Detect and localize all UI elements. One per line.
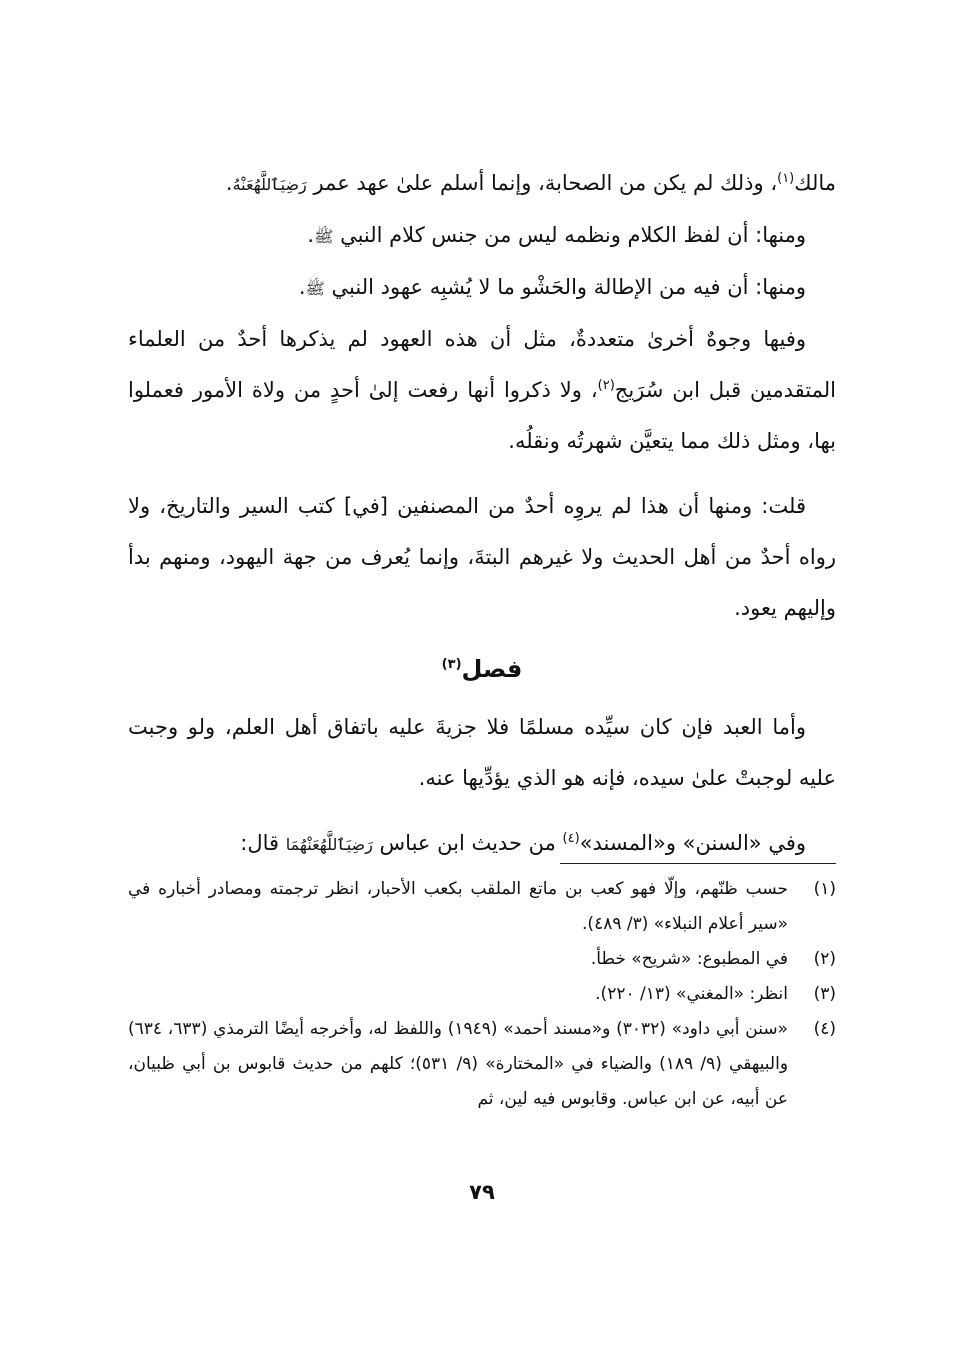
footnote-number: (٢)	[813, 949, 836, 969]
honorific: ﷺ	[314, 227, 334, 246]
paragraph-2	[128, 210, 836, 262]
spacer	[128, 804, 836, 818]
text: مالك	[794, 171, 836, 195]
text: .	[307, 223, 315, 247]
paragraph-6: وأما العبد فإن كان سيِّده مسلمًا فلا جزيةَ عليه باتفاق أهل العلم، ولو وجبت عليه لوجبتْ علىٰ سيده، فإنه هو الذي يؤدِّيها عنه.	[128, 715, 836, 790]
footnote-text: حسب ظنّهم، وإلّا فهو كعب بن ماتع الملقب بكعب الأحبار، انظر ترجمته ومصادر أخباره في «سير أعلام النبلاء» (٣/ ٤٨٩).	[128, 879, 788, 934]
honorific: رَضِيَٱللَّهُعَنْهُمَا	[285, 835, 373, 854]
footnotes	[128, 872, 836, 1117]
footnote-text: «سنن أبي داود» (٣٠٣٢) و«مسند أحمد» (١٩٤٩) واللفظ له، وأخرجه أيضًا الترمذي (٦٣٣، ٦٣٤) والبيهقي (٩/ ١٨٩) والضياء في «المختارة» (٩/ ٥٣١)؛ كلهم من حديث قابوس بن أبي ظبيان، عن أبيه، عن ابن عباس. وقابوس فيه لين، ثم	[128, 1019, 789, 1109]
footnote-3	[128, 977, 836, 1012]
paragraph-4	[128, 314, 836, 467]
text: .	[225, 171, 233, 195]
footnote-ref-4[interactable]: (٤)	[562, 831, 580, 846]
text: قال:	[240, 831, 286, 855]
footnote-1	[128, 872, 836, 942]
text: ، ولا ذكروا أنها رفعت إلىٰ أحدٍ من ولاة الأمور فعملوا بها، ومثل ذلك مما يتعيَّن شهرتُه ونقلُه.	[128, 378, 836, 453]
footnote-ref-1[interactable]: (١)	[777, 171, 795, 186]
honorific: ﷺ	[305, 279, 325, 298]
text: .	[298, 275, 306, 299]
honorific: رَضِيَٱللَّهُعَنْهُ	[232, 175, 307, 194]
footnote-2	[128, 942, 836, 977]
footnote-ref-2[interactable]: (٢)	[597, 378, 615, 393]
footnote-text: انظر: «المغني» (١٣/ ٢٢٠).	[595, 984, 788, 1004]
spacer	[128, 467, 836, 481]
text: وفيها وجوهٌ أخرىٰ متعددةٌ، مثل أن هذه العهود لم يذكرها أحدٌ من العلماء المتقدمين قبل ابن سُرَيج	[128, 327, 836, 402]
text: ومنها: أن لفظ الكلام ونظمه ليس من جنس كلام النبي	[340, 223, 806, 247]
paragraph-3	[128, 262, 836, 314]
footnote-text: في المطبوع: «شريح» خطأ.	[590, 949, 788, 969]
text: من حديث ابن عباس	[379, 831, 563, 855]
section-heading	[128, 640, 836, 698]
footnote-number: (١)	[813, 879, 836, 899]
footnote-ref-3[interactable]: (٣)	[441, 657, 462, 672]
heading-text: فصل	[461, 655, 523, 683]
paragraph-1	[128, 158, 836, 210]
paragraph-5: قلت: ومنها أن هذا لم يروِه أحدٌ من المصنفين [في] كتب السير والتاريخ، ولا رواه أحدٌ من أهل الحديث ولا غيرهم البتةَ، وإنما يُعرف من جهة اليهود، ومنهم بدأ وإليهم يعود.	[128, 494, 836, 620]
footnote-separator	[560, 863, 836, 864]
footnote-4	[128, 1012, 836, 1117]
main-text	[128, 158, 836, 870]
text: ، وذلك لم يكن من الصحابة، وإنما أسلم علىٰ عهد عمر	[313, 171, 778, 195]
footnote-number: (٤)	[813, 1019, 836, 1039]
page-number: ٧٩	[469, 1180, 495, 1204]
text: وفي «السنن» و«المسند»	[579, 831, 806, 855]
footnote-number: (٣)	[813, 984, 836, 1004]
text: ومنها: أن فيه من الإطالة والحَشْو ما لا يُشبِه عهود النبي	[331, 275, 806, 299]
